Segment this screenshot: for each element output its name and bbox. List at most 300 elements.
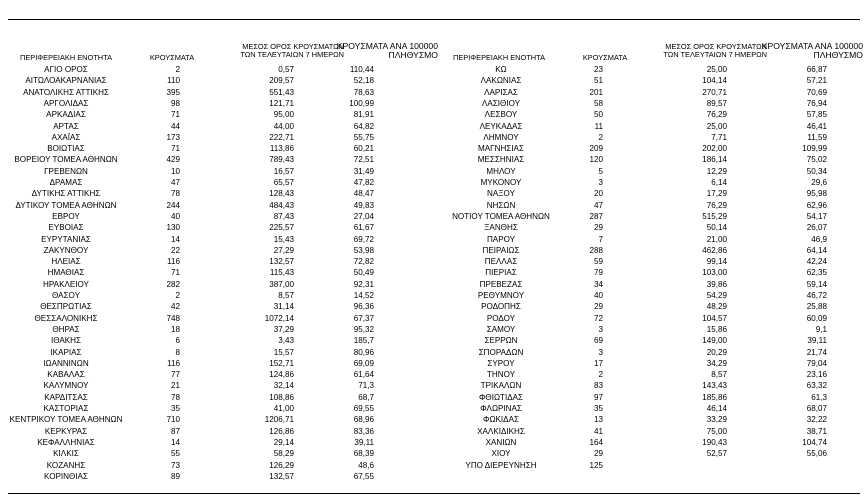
avg7-cell: 29,14 bbox=[273, 437, 294, 447]
cases-cell: 42 bbox=[170, 302, 180, 312]
avg7-cell: 76,29 bbox=[706, 200, 727, 210]
per100k-cell: 53,98 bbox=[353, 245, 374, 255]
avg7-cell: 37,29 bbox=[273, 324, 294, 334]
region-name-cell: ΦΛΩΡΙΝΑΣ bbox=[480, 404, 522, 413]
region-name-cell: ΛΕΣΒΟΥ bbox=[484, 110, 518, 120]
cases-cell: 23 bbox=[593, 65, 603, 74]
region-name-cell: ΣΑΜΟΥ bbox=[486, 324, 516, 334]
cases-cell: 10 bbox=[170, 166, 180, 176]
avg7-cell: 186,14 bbox=[702, 155, 727, 165]
cases-cell: 41 bbox=[593, 426, 603, 436]
avg7-cell: 25,00 bbox=[706, 121, 727, 131]
region-name-cell: ΛΑΣΙΘΙΟΥ bbox=[481, 98, 521, 108]
per100k-cell: 63,32 bbox=[806, 381, 827, 391]
header-cases-right: ΚΡΟΥΣΜΑΤΑ bbox=[582, 52, 628, 62]
cases-cell: 3 bbox=[598, 324, 603, 334]
avg7-cell: 17,29 bbox=[706, 189, 727, 199]
per100k-cell: 66,87 bbox=[806, 65, 827, 74]
cases-cell: 8 bbox=[175, 347, 180, 357]
avg7-cell: 462,86 bbox=[702, 245, 727, 255]
region-name-cell: ΠΡΕΒΕΖΑΣ bbox=[479, 279, 523, 289]
region-name-cell: ΘΗΡΑΣ bbox=[52, 324, 80, 334]
region-name-cell: ΗΛΕΙΑΣ bbox=[51, 257, 81, 267]
region-name-cell: ΦΩΚΙΔΑΣ bbox=[483, 415, 519, 425]
region-name-cell: ΑΓΙΟ ΟΡΟΣ bbox=[44, 65, 88, 74]
avg7-cell: 87,43 bbox=[273, 211, 294, 221]
avg7-cell: 113,86 bbox=[269, 144, 294, 154]
per100k-cell: 42,24 bbox=[806, 257, 827, 267]
cases-cell: 87 bbox=[170, 426, 180, 436]
cases-cell: 78 bbox=[170, 189, 180, 199]
per100k-cell: 64,14 bbox=[806, 245, 827, 255]
region-name-cell: ΛΗΜΝΟΥ bbox=[483, 132, 519, 142]
cases-cell: 164 bbox=[589, 437, 603, 447]
per100k-cell: 64,82 bbox=[353, 121, 374, 131]
per100k-cell: 46,9 bbox=[811, 234, 827, 244]
region-name-cell: ΑΧΑΪΑΣ bbox=[51, 132, 81, 142]
avg7-cell: 76,29 bbox=[706, 110, 727, 120]
avg7-cell: 222,71 bbox=[269, 132, 294, 142]
cases-cell: 5 bbox=[598, 166, 603, 176]
region-name-cell: ΚΙΛΚΙΣ bbox=[53, 449, 79, 459]
avg7-cell: 270,71 bbox=[702, 87, 727, 97]
cases-cell: 50 bbox=[593, 110, 603, 120]
per100k-cell: 72,51 bbox=[353, 155, 374, 165]
region-name-cell: ΠΕΙΡΑΙΩΣ bbox=[482, 245, 520, 255]
avg7-cell: 27,29 bbox=[273, 245, 294, 255]
avg7-cell: 52,57 bbox=[706, 449, 727, 459]
cases-cell: 120 bbox=[589, 155, 603, 165]
header-per100k: ΚΡΟΥΣΜΑΤΑ ΑΝΑ 100000 ΠΛΗΘΥΣΜΟ bbox=[336, 40, 438, 60]
avg7-cell: 25,00 bbox=[706, 65, 727, 74]
avg7-cell: 39,86 bbox=[706, 279, 727, 289]
region-name-cell: ΥΠΟ ΔΙΕΡΕΥΝΗΣΗ bbox=[465, 460, 537, 470]
avg7-cell: 1072,14 bbox=[264, 313, 294, 323]
region-name-cell: ΖΑΚΥΝΘΟΥ bbox=[43, 245, 89, 255]
per100k-cell: 49,83 bbox=[353, 200, 374, 210]
region-name-cell: ΕΥΒΟΙΑΣ bbox=[48, 223, 84, 233]
avg7-cell: 121,71 bbox=[269, 98, 294, 108]
avg7-cell: 190,43 bbox=[702, 437, 727, 447]
per100k-cell: 81,91 bbox=[353, 110, 374, 120]
per100k-cell: 39,11 bbox=[807, 336, 827, 346]
avg7-cell: 8,57 bbox=[278, 291, 294, 300]
region-name-cell: ΗΡΑΚΛΕΙΟΥ bbox=[43, 279, 89, 289]
avg7-cell: 8,57 bbox=[711, 370, 727, 380]
per100k-cell: 95,98 bbox=[806, 189, 827, 199]
header-cases: ΚΡΟΥΣΜΑΤΑ bbox=[149, 52, 195, 62]
region-name-cell: ΜΗΛΟΥ bbox=[486, 166, 516, 176]
per100k-cell: 78,63 bbox=[353, 87, 374, 97]
per100k-cell: 62,35 bbox=[806, 268, 827, 278]
per100k-cell: 71,3 bbox=[358, 381, 374, 391]
avg7-cell: 149,00 bbox=[702, 336, 727, 346]
cases-cell: 29 bbox=[593, 449, 603, 459]
cases-cell: 209 bbox=[589, 144, 603, 154]
per100k-cell: 61,64 bbox=[353, 370, 374, 380]
avg7-cell: 789,43 bbox=[269, 155, 294, 165]
region-name-cell: ΗΜΑΘΙΑΣ bbox=[47, 268, 85, 278]
avg7-cell: 15,86 bbox=[706, 324, 727, 334]
region-name-cell: ΛΑΚΩΝΙΑΣ bbox=[480, 76, 522, 86]
per100k-cell: 68,39 bbox=[353, 449, 374, 459]
region-name-cell: ΤΡΙΚΑΛΩΝ bbox=[480, 381, 522, 391]
avg7-cell: 31,14 bbox=[273, 302, 294, 312]
per100k-cell: 70,69 bbox=[806, 87, 827, 97]
per100k-cell: 72,82 bbox=[353, 257, 374, 267]
cases-cell: 58 bbox=[593, 98, 603, 108]
region-name-cell: ΒΟΙΩΤΙΑΣ bbox=[47, 144, 85, 154]
per100k-cell: 68,96 bbox=[353, 415, 374, 425]
per100k-cell: 100,99 bbox=[349, 98, 374, 108]
per100k-cell: 76,94 bbox=[806, 98, 827, 108]
avg7-cell: 3,43 bbox=[278, 336, 294, 346]
per100k-cell: 67,37 bbox=[353, 313, 374, 323]
cases-cell: 71 bbox=[170, 268, 180, 278]
per100k-cell: 67,55 bbox=[353, 471, 374, 481]
avg7-cell: 132,57 bbox=[269, 471, 294, 481]
per100k-cell: 61,3 bbox=[811, 392, 827, 402]
region-name-cell: ΡΟΔΟΥ bbox=[486, 313, 516, 323]
header-region-right: ΠΕΡΙΦΕΡΕΙΑΚΗ ΕΝΟΤΗΤΑ bbox=[453, 52, 545, 62]
per100k-cell: 26,07 bbox=[806, 223, 827, 233]
per100k-cell: 68,7 bbox=[358, 392, 374, 402]
avg7-cell: 126,86 bbox=[269, 426, 294, 436]
per100k-cell: 50,49 bbox=[353, 268, 374, 278]
avg7-cell: 143,43 bbox=[702, 381, 727, 391]
per100k-cell: 68,07 bbox=[806, 404, 827, 413]
per100k-cell: 32,22 bbox=[806, 415, 827, 425]
avg7-cell: 152,71 bbox=[269, 358, 294, 368]
cases-cell: 2 bbox=[175, 65, 180, 74]
avg7-cell: 65,57 bbox=[273, 178, 294, 187]
cases-cell: 429 bbox=[166, 155, 180, 165]
region-name-cell: ΜΥΚΟΝΟΥ bbox=[480, 178, 522, 187]
cases-cell: 29 bbox=[593, 223, 603, 233]
cases-cell: 116 bbox=[167, 358, 180, 368]
avg7-cell: 89,57 bbox=[706, 98, 727, 108]
per100k-cell: 109,99 bbox=[802, 144, 827, 154]
cases-cell: 89 bbox=[170, 471, 180, 481]
cases-cell: 47 bbox=[593, 200, 603, 210]
avg7-cell: 484,43 bbox=[269, 200, 294, 210]
region-name-cell: ΝΗΣΩΝ bbox=[486, 200, 516, 210]
cases-cell: 13 bbox=[593, 415, 603, 425]
region-name-cell: ΝΑΞΟΥ bbox=[487, 189, 515, 199]
region-name-cell: ΠΑΡΟΥ bbox=[486, 234, 516, 244]
cases-cell: 17 bbox=[593, 358, 603, 368]
region-name-cell: ΛΕΥΚΑΔΑΣ bbox=[479, 121, 523, 131]
per100k-cell: 25,88 bbox=[806, 302, 827, 312]
avg7-cell: 104,57 bbox=[702, 313, 727, 323]
region-name-cell: ΣΠΟΡΑΔΩΝ bbox=[478, 347, 524, 357]
per100k-cell: 29,6 bbox=[811, 178, 827, 187]
cases-cell: 7 bbox=[598, 234, 603, 244]
avg7-cell: 15,43 bbox=[273, 234, 294, 244]
cases-cell: 55 bbox=[170, 449, 180, 459]
avg7-cell: 515,29 bbox=[702, 211, 727, 221]
avg7-cell: 50,14 bbox=[706, 223, 727, 233]
header-avg7-right: ΜΕΣΟΣ ΟΡΟΣ ΚΡΟΥΣΜΑΤΩΝ ΤΩΝ ΤΕΛΕΥΤΑΙΩΝ 7 ΗΜΕΡΩΝ bbox=[663, 41, 767, 59]
per100k-cell: 23,16 bbox=[806, 370, 827, 380]
region-name-cell: ΚΑΛΥΜΝΟΥ bbox=[43, 381, 89, 391]
per100k-cell: 69,72 bbox=[353, 234, 374, 244]
avg7-cell: 99,14 bbox=[706, 257, 727, 267]
cases-cell: 395 bbox=[166, 87, 180, 97]
cases-cell: 287 bbox=[589, 211, 603, 221]
per100k-cell: 110,44 bbox=[349, 65, 374, 74]
region-name-cell: ΓΡΕΒΕΝΩΝ bbox=[44, 166, 88, 176]
avg7-cell: 58,29 bbox=[273, 449, 294, 459]
per100k-cell: 69,09 bbox=[353, 358, 374, 368]
region-name-cell: ΝΟΤΙΟΥ ΤΟΜΕΑ ΑΘΗΝΩΝ bbox=[452, 211, 550, 221]
per100k-cell: 46,72 bbox=[806, 291, 827, 300]
region-name-cell: ΚΟΡΙΝΘΙΑΣ bbox=[44, 471, 88, 481]
cases-cell: 47 bbox=[170, 178, 180, 187]
per100k-cell: 47,82 bbox=[353, 178, 374, 187]
avg7-cell: 21,00 bbox=[706, 234, 727, 244]
region-name-cell: ΚΟΖΑΝΗΣ bbox=[46, 460, 86, 470]
cases-cell: 79 bbox=[593, 268, 603, 278]
per100k-cell: 38,71 bbox=[806, 426, 827, 436]
region-name-cell: ΕΥΡΥΤΑΝΙΑΣ bbox=[41, 234, 91, 244]
per100k-cell: 59,14 bbox=[806, 279, 827, 289]
cases-cell: 3 bbox=[598, 178, 603, 187]
cases-cell: 14 bbox=[170, 234, 180, 244]
region-name-cell: ΑΙΤΩΛΟΑΚΑΡΝΑΝΙΑΣ bbox=[25, 76, 107, 86]
region-name-cell: ΔΡΑΜΑΣ bbox=[49, 178, 83, 187]
per100k-cell: 9,1 bbox=[815, 324, 827, 334]
avg7-cell: 33,29 bbox=[706, 415, 727, 425]
per100k-cell: 21,74 bbox=[806, 347, 827, 357]
region-name-cell: ΑΡΓΟΛΙΔΑΣ bbox=[43, 98, 89, 108]
per100k-cell: 83,36 bbox=[353, 426, 374, 436]
cases-cell: 29 bbox=[593, 302, 603, 312]
region-name-cell: ΘΕΣΠΡΩΤΙΑΣ bbox=[40, 302, 92, 312]
avg7-cell: 104,14 bbox=[702, 76, 727, 86]
region-name-cell: ΛΑΡΙΣΑΣ bbox=[484, 87, 518, 97]
avg7-cell: 185,86 bbox=[702, 392, 727, 402]
cases-cell: 51 bbox=[593, 76, 603, 86]
header-avg7: ΜΕΣΟΣ ΟΡΟΣ ΚΡΟΥΣΜΑΤΩΝ ΤΩΝ ΤΕΛΕΥΤΑΙΩΝ 7 ΗΜΕΡΩΝ bbox=[240, 41, 344, 59]
region-name-cell: ΦΘΙΩΤΙΔΑΣ bbox=[478, 392, 524, 402]
per100k-cell: 52,18 bbox=[353, 76, 374, 86]
region-name-cell: ΚΩ bbox=[495, 65, 507, 74]
cases-cell: 18 bbox=[170, 324, 180, 334]
avg7-cell: 132,57 bbox=[269, 257, 294, 267]
region-name-cell: ΘΑΣΟΥ bbox=[52, 291, 80, 300]
avg7-cell: 103,00 bbox=[702, 268, 727, 278]
cases-cell: 35 bbox=[170, 404, 180, 413]
cases-cell: 34 bbox=[593, 279, 603, 289]
cases-cell: 35 bbox=[593, 404, 603, 413]
region-name-cell: ΚΕΝΤΡΙΚΟΥ ΤΟΜΕΑ ΑΘΗΝΩΝ bbox=[9, 415, 123, 425]
region-name-cell: ΡΟΔΟΠΗΣ bbox=[481, 302, 521, 312]
per100k-cell: 61,67 bbox=[353, 223, 374, 233]
per100k-cell: 57,21 bbox=[806, 76, 827, 86]
cases-cell: 282 bbox=[166, 279, 180, 289]
per100k-cell: 75,02 bbox=[806, 155, 827, 165]
per100k-cell: 185,7 bbox=[353, 336, 374, 346]
cases-cell: 97 bbox=[593, 392, 603, 402]
per100k-cell: 60,09 bbox=[806, 313, 827, 323]
avg7-cell: 41,00 bbox=[273, 404, 294, 413]
region-name-cell: ΧΑΝΙΩΝ bbox=[485, 437, 517, 447]
region-name-cell: ΜΕΣΣΗΝΙΑΣ bbox=[477, 155, 525, 165]
cases-cell: 71 bbox=[170, 110, 180, 120]
cases-cell: 244 bbox=[166, 200, 180, 210]
avg7-cell: 75,00 bbox=[706, 426, 727, 436]
region-name-cell: ΠΙΕΡΙΑΣ bbox=[485, 268, 517, 278]
avg7-cell: 202,00 bbox=[702, 144, 727, 154]
cases-cell: 14 bbox=[170, 437, 180, 447]
per100k-cell: 60,21 bbox=[353, 144, 374, 154]
cases-cell: 116 bbox=[167, 257, 180, 267]
avg7-cell: 128,43 bbox=[269, 189, 294, 199]
region-name-cell: ΜΑΓΝΗΣΙΑΣ bbox=[478, 144, 524, 154]
region-name-cell: ΣΥΡΟΥ bbox=[487, 358, 515, 368]
cases-cell: 6 bbox=[175, 336, 180, 346]
header-per100k-right: ΚΡΟΥΣΜΑΤΑ ΑΝΑ 100000 ΠΛΗΘΥΣΜΟ bbox=[761, 40, 863, 60]
avg7-cell: 44,00 bbox=[273, 121, 294, 131]
region-name-cell: ΔΥΤΙΚΗΣ ΑΤΤΙΚΗΣ bbox=[31, 189, 101, 199]
cases-cell: 710 bbox=[166, 415, 180, 425]
avg7-cell: 48,29 bbox=[706, 302, 727, 312]
per100k-cell: 27,04 bbox=[353, 211, 374, 221]
cases-cell: 20 bbox=[593, 189, 603, 199]
avg7-cell: 1206,71 bbox=[264, 415, 294, 425]
cases-cell: 73 bbox=[170, 460, 180, 470]
per100k-cell: 96,36 bbox=[353, 302, 374, 312]
region-name-cell: ΙΚΑΡΙΑΣ bbox=[50, 347, 82, 357]
per100k-cell: 11,59 bbox=[807, 132, 827, 142]
region-name-cell: ΠΕΛΛΑΣ bbox=[484, 257, 518, 267]
per100k-cell: 39,11 bbox=[354, 437, 374, 447]
region-name-cell: ΧΙΟΥ bbox=[491, 449, 511, 459]
top-rule bbox=[8, 19, 860, 20]
region-name-cell: ΒΟΡΕΙΟΥ ΤΟΜΕΑ ΑΘΗΝΩΝ bbox=[14, 155, 118, 165]
cases-cell: 22 bbox=[170, 245, 180, 255]
region-name-cell: ΑΝΑΤΟΛΙΚΗΣ ΑΤΤΙΚΗΣ bbox=[23, 87, 109, 97]
avg7-cell: 54,29 bbox=[706, 291, 727, 300]
region-name-cell: ΚΑΡΔΙΤΣΑΣ bbox=[44, 392, 88, 402]
cases-cell: 2 bbox=[175, 291, 180, 300]
avg7-cell: 108,86 bbox=[269, 392, 294, 402]
avg7-cell: 551,43 bbox=[269, 87, 294, 97]
region-name-cell: ΤΗΝΟΥ bbox=[486, 370, 516, 380]
region-name-cell: ΕΒΡΟΥ bbox=[52, 211, 80, 221]
avg7-cell: 0,57 bbox=[278, 65, 294, 74]
cases-cell: 110 bbox=[167, 76, 180, 86]
avg7-cell: 387,00 bbox=[269, 279, 294, 289]
cases-cell: 3 bbox=[598, 347, 603, 357]
region-name-cell: ΙΩΑΝΝΙΝΩΝ bbox=[43, 358, 89, 368]
avg7-cell: 32,14 bbox=[273, 381, 294, 391]
region-name-cell: ΣΕΡΡΩΝ bbox=[484, 336, 518, 346]
region-name-cell: ΚΕΡΚΥΡΑΣ bbox=[44, 426, 88, 436]
cases-cell: 130 bbox=[166, 223, 180, 233]
cases-cell: 125 bbox=[589, 460, 603, 470]
avg7-cell: 34,29 bbox=[706, 358, 727, 368]
per100k-cell: 48,47 bbox=[353, 189, 374, 199]
per100k-cell: 46,41 bbox=[806, 121, 827, 131]
region-name-cell: ΑΡΤΑΣ bbox=[53, 121, 79, 131]
per100k-cell: 92,31 bbox=[353, 279, 374, 289]
header-region: ΠΕΡΙΦΕΡΕΙΑΚΗ ΕΝΟΤΗΤΑ bbox=[20, 52, 112, 62]
per100k-cell: 55,75 bbox=[353, 132, 374, 142]
per100k-cell: 55,06 bbox=[806, 449, 827, 459]
region-name-cell: ΚΑΒΑΛΑΣ bbox=[47, 370, 85, 380]
cases-cell: 748 bbox=[166, 313, 180, 323]
avg7-cell: 16,57 bbox=[273, 166, 294, 176]
cases-cell: 21 bbox=[170, 381, 180, 391]
per100k-cell: 14,52 bbox=[353, 291, 374, 300]
per100k-cell: 57,85 bbox=[806, 110, 827, 120]
per100k-cell: 80,96 bbox=[353, 347, 374, 357]
per100k-cell: 95,32 bbox=[353, 324, 374, 334]
region-name-cell: ΞΑΝΘΗΣ bbox=[484, 223, 518, 233]
avg7-cell: 115,43 bbox=[269, 268, 294, 278]
region-name-cell: ΧΑΛΚΙΔΙΚΗΣ bbox=[477, 426, 525, 436]
avg7-cell: 15,57 bbox=[273, 347, 294, 357]
per100k-cell: 31,49 bbox=[353, 166, 374, 176]
cases-cell: 59 bbox=[593, 257, 603, 267]
cases-cell: 40 bbox=[170, 211, 180, 221]
avg7-cell: 7,71 bbox=[711, 132, 727, 142]
avg7-cell: 46,14 bbox=[706, 404, 727, 413]
avg7-cell: 126,29 bbox=[269, 460, 294, 470]
cases-cell: 71 bbox=[170, 144, 180, 154]
cases-cell: 44 bbox=[170, 121, 180, 131]
cases-cell: 69 bbox=[593, 336, 603, 346]
per100k-cell: 104,74 bbox=[802, 437, 827, 447]
bottom-rule bbox=[8, 493, 860, 494]
cases-cell: 98 bbox=[170, 98, 180, 108]
cases-cell: 72 bbox=[593, 313, 603, 323]
cases-cell: 201 bbox=[589, 87, 603, 97]
per100k-cell: 69,55 bbox=[353, 404, 374, 413]
region-name-cell: ΔΥΤΙΚΟΥ ΤΟΜΕΑ ΑΘΗΝΩΝ bbox=[15, 200, 117, 210]
avg7-cell: 124,86 bbox=[269, 370, 294, 380]
avg7-cell: 95,00 bbox=[273, 110, 294, 120]
per100k-cell: 50,34 bbox=[806, 166, 827, 176]
cases-cell: 173 bbox=[166, 132, 180, 142]
per100k-cell: 62,96 bbox=[806, 200, 827, 210]
region-name-cell: ΚΕΦΑΛΛΗΝΙΑΣ bbox=[37, 437, 95, 447]
cases-cell: 11 bbox=[594, 121, 603, 131]
avg7-cell: 20,29 bbox=[706, 347, 727, 357]
region-name-cell: ΡΕΘΥΜΝΟΥ bbox=[477, 291, 525, 300]
per100k-cell: 54,17 bbox=[806, 211, 827, 221]
avg7-cell: 6,14 bbox=[711, 178, 727, 187]
region-name-cell: ΚΑΣΤΟΡΙΑΣ bbox=[43, 404, 89, 413]
cases-cell: 2 bbox=[598, 370, 603, 380]
avg7-cell: 225,57 bbox=[269, 223, 294, 233]
cases-cell: 40 bbox=[593, 291, 603, 300]
avg7-cell: 12,29 bbox=[706, 166, 727, 176]
cases-cell: 77 bbox=[170, 370, 180, 380]
cases-cell: 78 bbox=[170, 392, 180, 402]
region-name-cell: ΘΕΣΣΑΛΟΝΙΚΗΣ bbox=[34, 313, 98, 323]
per100k-cell: 79,04 bbox=[806, 358, 827, 368]
per100k-cell: 48,6 bbox=[358, 460, 374, 470]
cases-cell: 83 bbox=[593, 381, 603, 391]
region-name-cell: ΙΘΑΚΗΣ bbox=[50, 336, 82, 346]
cases-cell: 2 bbox=[598, 132, 603, 142]
avg7-cell: 209,57 bbox=[269, 76, 294, 86]
cases-cell: 288 bbox=[589, 245, 603, 255]
region-name-cell: ΑΡΚΑΔΙΑΣ bbox=[46, 110, 86, 120]
